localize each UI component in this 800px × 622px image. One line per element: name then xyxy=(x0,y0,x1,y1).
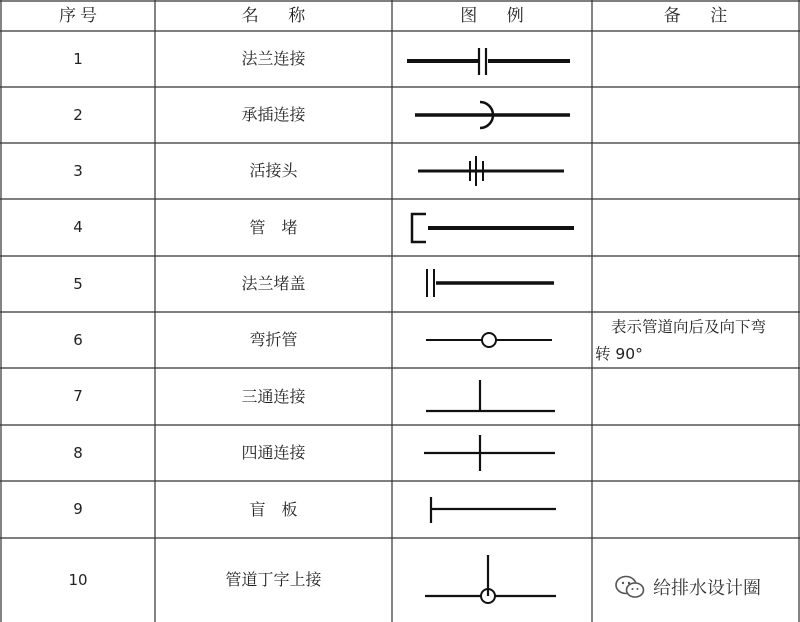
bent-pipe-symbol xyxy=(392,312,592,368)
flange-connection-symbol xyxy=(392,31,592,87)
row-name: 三通连接 xyxy=(241,386,306,406)
row-index: 5 xyxy=(73,274,83,293)
header-remarks: 备 注 xyxy=(663,5,740,26)
row-index: 4 xyxy=(73,218,83,236)
blind-plate-symbol xyxy=(392,481,592,538)
watermark xyxy=(615,570,761,604)
header-name: 名 称 xyxy=(241,5,318,26)
row-name: 盲 板 xyxy=(249,499,298,519)
pipe-tee-up-symbol xyxy=(392,538,592,622)
flange-blind-cover-symbol xyxy=(392,256,592,312)
row-index: 3 xyxy=(73,161,83,180)
row-name: 管 堵 xyxy=(249,217,298,237)
row-name: 法兰堵盖 xyxy=(241,274,306,293)
union-symbol xyxy=(392,143,592,199)
row-index: 6 xyxy=(73,330,83,349)
wechat-icon xyxy=(615,574,645,600)
remark-line-1: 表示管道向后及向下弯 xyxy=(611,318,767,336)
remark-line-2: 转 90° xyxy=(595,345,643,363)
row-index: 1 xyxy=(73,49,83,68)
row-index: 7 xyxy=(73,387,83,405)
row-index: 9 xyxy=(73,500,83,518)
row-index: 8 xyxy=(73,443,83,462)
header-figure: 图 例 xyxy=(460,5,536,26)
header-index: 序号 xyxy=(59,5,101,26)
socket-connection-symbol xyxy=(392,87,592,143)
row-name: 法兰连接 xyxy=(241,49,306,68)
cross-connection-symbol xyxy=(392,425,592,481)
row-name: 弯折管 xyxy=(249,330,298,349)
tee-connection-symbol xyxy=(392,368,592,425)
row-index: 10 xyxy=(68,570,88,589)
row-name: 活接头 xyxy=(249,161,298,180)
row-name: 管道丁字上接 xyxy=(225,570,322,589)
row-name: 四通连接 xyxy=(241,443,306,462)
pipe-plug-symbol xyxy=(392,199,592,256)
row-name: 承插连接 xyxy=(241,105,306,124)
watermark-text: 给排水设计圈 xyxy=(653,578,761,599)
row-index: 2 xyxy=(73,105,83,124)
